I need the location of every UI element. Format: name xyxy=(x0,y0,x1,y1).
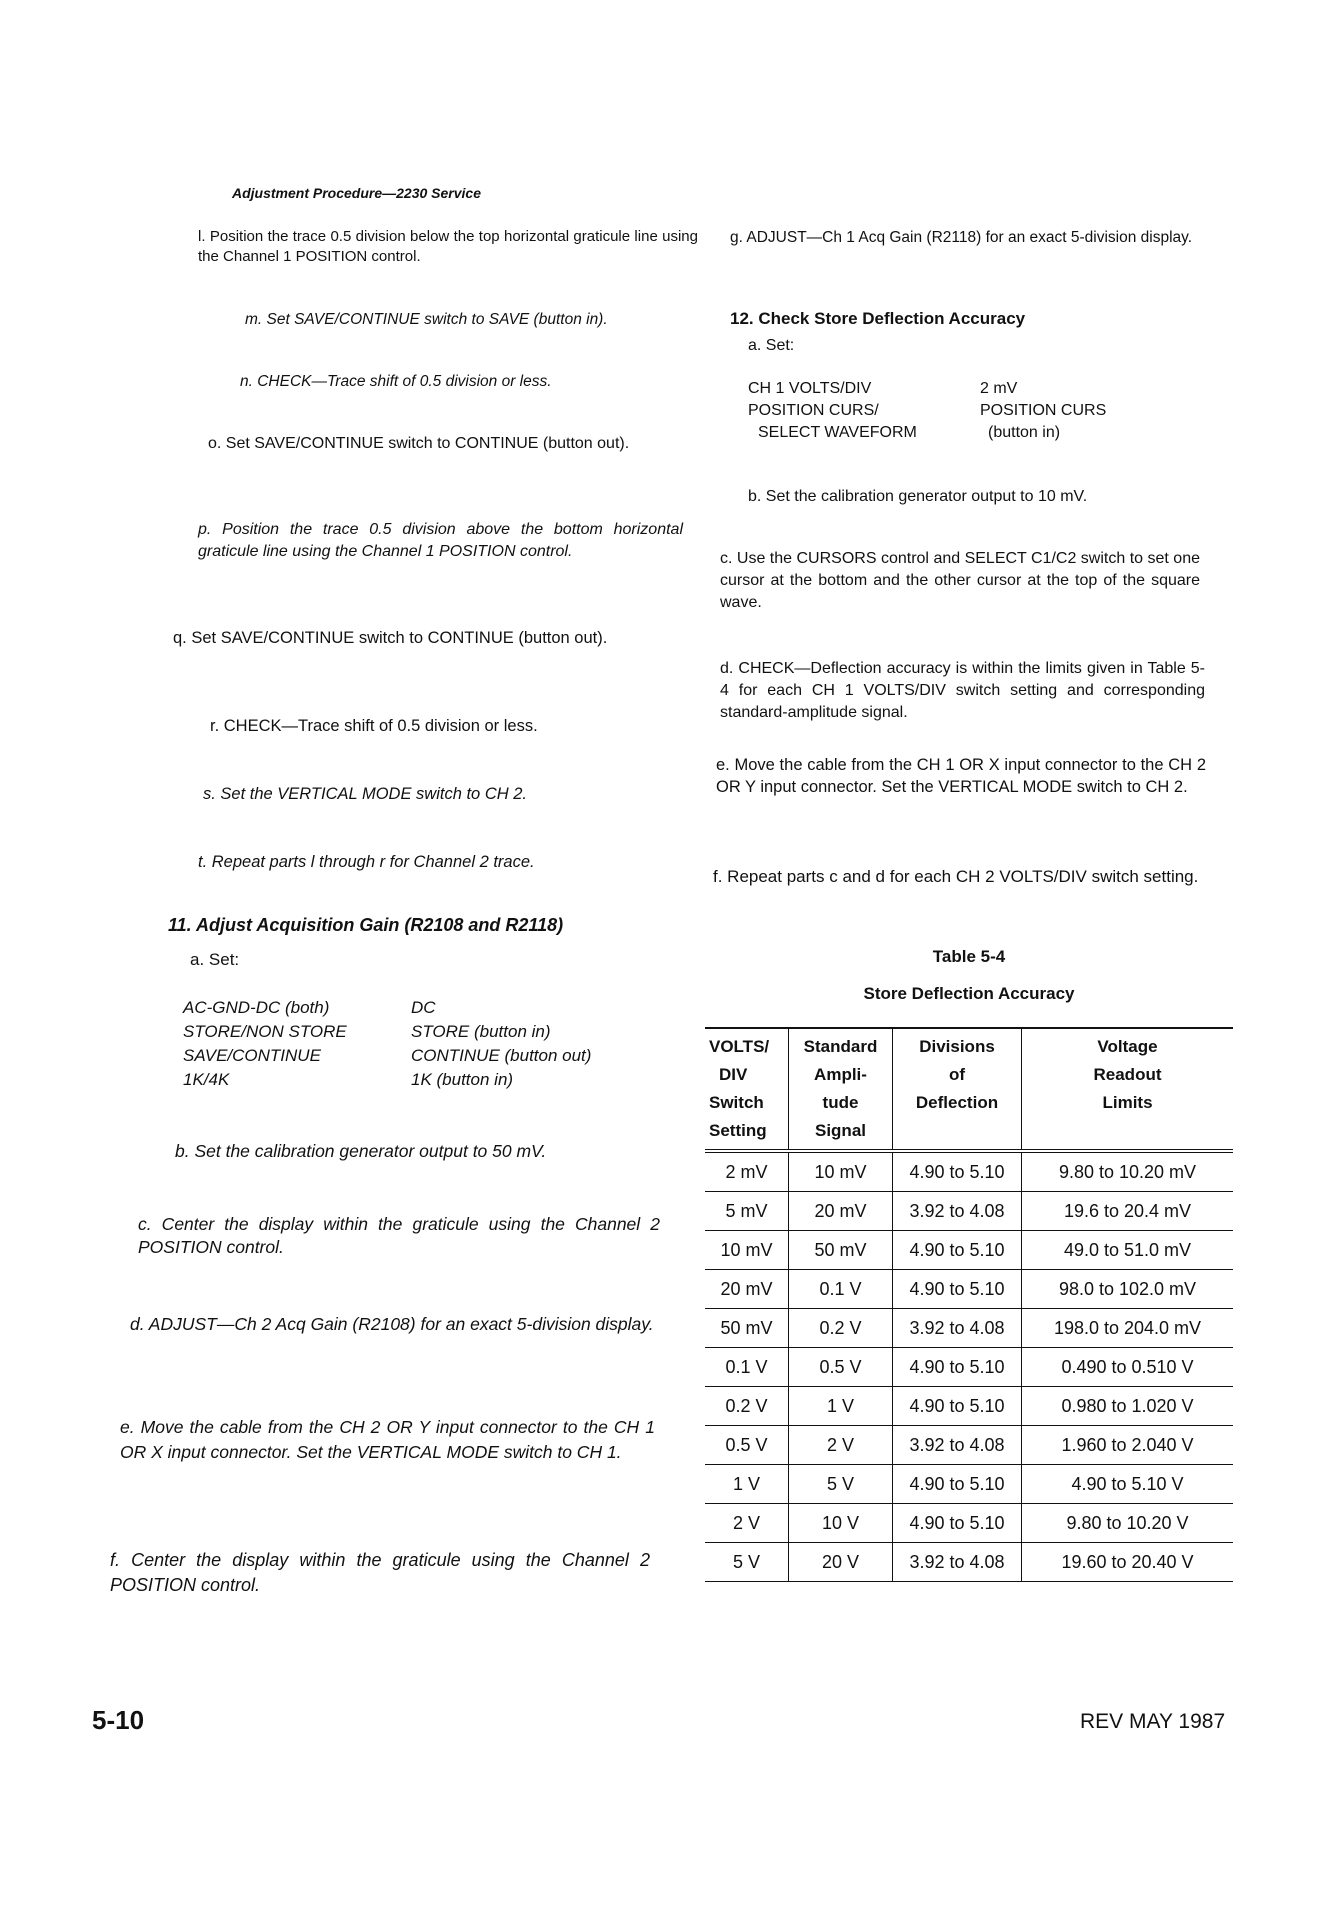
setting-value: 2 mV xyxy=(980,380,1018,397)
table-cell: 3.92 to 4.08 xyxy=(893,1543,1022,1582)
table-cell: 4.90 to 5.10 xyxy=(893,1504,1022,1543)
setting-value: STORE (button in) xyxy=(411,1022,551,1041)
table-cell: 20 mV xyxy=(789,1192,893,1231)
table-cell: 0.5 V xyxy=(705,1426,789,1465)
setting-control: POSITION CURS/ xyxy=(748,402,879,419)
section-12-step-b: b. Set the calibration generator output to 10 mV. xyxy=(748,488,1088,505)
table-cell: 19.6 to 20.4 mV xyxy=(1022,1192,1234,1231)
page-number: 5-10 xyxy=(92,1705,145,1735)
setting-value: CONTINUE (button out) xyxy=(411,1046,592,1065)
table-cell: 4.90 to 5.10 xyxy=(893,1465,1022,1504)
table-cell: 2 mV xyxy=(705,1151,789,1192)
table-cell: 5 V xyxy=(789,1465,893,1504)
setting-control: AC-GND-DC (both) xyxy=(183,998,330,1017)
section-11-step-e: e. Move the cable from the CH 2 OR Y input connector to the CH 1 OR X input connector. Set the VERTICAL MODE switch to CH 1. xyxy=(120,1417,655,1462)
step-g: g. ADJUST—Ch 1 Acq Gain (R2118) for an exact 5-division display. xyxy=(730,229,1193,246)
section-12-heading: 12. Check Store Deflection Accuracy xyxy=(730,309,1026,328)
step-r: r. CHECK—Trace shift of 0.5 division or less. xyxy=(210,717,538,735)
setting-control: SELECT WAVEFORM xyxy=(758,424,917,441)
table-row xyxy=(705,1426,1233,1465)
table-row xyxy=(705,1309,1233,1348)
page-header: Adjustment Procedure—2230 Service xyxy=(232,185,481,201)
table-cell: 10 mV xyxy=(789,1151,893,1192)
table-caption: Store Deflection Accuracy xyxy=(863,984,1075,1003)
table-cell: 0.5 V xyxy=(789,1348,893,1387)
column-header-divisions: Divisions of Deflection xyxy=(893,1028,1022,1151)
section-11-step-f: f. Center the display within the graticule using the Channel 2 POSITION control. xyxy=(110,1550,650,1595)
table-cell: 2 V xyxy=(705,1504,789,1543)
table-cell: 4.90 to 5.10 xyxy=(893,1387,1022,1426)
table-row xyxy=(705,1151,1233,1192)
table-cell: 0.1 V xyxy=(705,1348,789,1387)
table-number: Table 5-4 xyxy=(932,947,1006,966)
table-cell: 9.80 to 10.20 V xyxy=(1022,1504,1234,1543)
table-cell: 10 mV xyxy=(705,1231,789,1270)
table-row xyxy=(705,1387,1233,1426)
section-11-step-c: c. Center the display within the graticule using the Channel 2 POSITION control. xyxy=(138,1214,660,1257)
section-12-step-f: f. Repeat parts c and d for each CH 2 VOLTS/DIV switch setting. xyxy=(713,867,1199,886)
table-cell: 0.2 V xyxy=(789,1309,893,1348)
table-cell: 9.80 to 10.20 mV xyxy=(1022,1151,1234,1192)
table-cell: 3.92 to 4.08 xyxy=(893,1309,1022,1348)
table-cell: 0.490 to 0.510 V xyxy=(1022,1348,1234,1387)
table-cell: 0.1 V xyxy=(789,1270,893,1309)
table-cell: 1 V xyxy=(705,1465,789,1504)
section-12-step-e: e. Move the cable from the CH 1 OR X input connector to the CH 2 OR Y input connector. Set the VERTICAL MODE switch to CH 2. xyxy=(716,756,1206,796)
revision-date: REV MAY 1987 xyxy=(1080,1710,1226,1733)
table-row xyxy=(705,1270,1233,1309)
column-header-voltage-limits: Voltage Readout Limits xyxy=(1022,1028,1234,1151)
section-12-settings xyxy=(748,378,1168,450)
table-cell: 10 V xyxy=(789,1504,893,1543)
table-row xyxy=(705,1192,1233,1231)
step-l: l. Position the trace 0.5 division below the top horizontal graticule line using the Channel 1 POSITION control. xyxy=(198,228,698,265)
table-cell: 3.92 to 4.08 xyxy=(893,1426,1022,1465)
table-cell: 3.92 to 4.08 xyxy=(893,1192,1022,1231)
deflection-accuracy-table xyxy=(705,1027,1233,1582)
section-11-step-b: b. Set the calibration generator output to 50 mV. xyxy=(175,1141,547,1161)
section-11-set-label: a. Set: xyxy=(190,950,240,969)
setting-value: 1K (button in) xyxy=(411,1070,514,1089)
table-cell: 4.90 to 5.10 xyxy=(893,1348,1022,1387)
table-header-row xyxy=(705,1028,1233,1151)
table-cell: 19.60 to 20.40 V xyxy=(1022,1543,1234,1582)
step-n: n. CHECK—Trace shift of 0.5 division or less. xyxy=(240,373,552,390)
step-t: t. Repeat parts l through r for Channel 2 trace. xyxy=(198,853,535,871)
setting-control: STORE/NON STORE xyxy=(183,1022,347,1041)
table-cell: 50 mV xyxy=(705,1309,789,1348)
table-cell: 20 V xyxy=(789,1543,893,1582)
table-cell: 1 V xyxy=(789,1387,893,1426)
table-row xyxy=(705,1348,1233,1387)
table-row xyxy=(705,1231,1233,1270)
step-o: o. Set SAVE/CONTINUE switch to CONTINUE (button out). xyxy=(208,435,630,452)
table-cell: 0.980 to 1.020 V xyxy=(1022,1387,1234,1426)
table-row xyxy=(705,1465,1233,1504)
section-11-heading: 11. Adjust Acquisition Gain (R2108 and R2118) xyxy=(168,915,564,935)
table-cell: 4.90 to 5.10 xyxy=(893,1270,1022,1309)
column-header-standard-amplitude: Standard Ampli- tude Signal xyxy=(789,1028,893,1151)
table-cell: 5 mV xyxy=(705,1192,789,1231)
setting-control: 1K/4K xyxy=(183,1070,230,1089)
table-cell: 4.90 to 5.10 xyxy=(893,1151,1022,1192)
section-12-step-c: c. Use the CURSORS control and SELECT C1/C2 switch to set one cursor at the bottom and the other cursor at the top of the square wave. xyxy=(720,550,1200,611)
table-cell: 49.0 to 51.0 mV xyxy=(1022,1231,1234,1270)
section-11-step-d: d. ADJUST—Ch 2 Acq Gain (R2108) for an exact 5-division display. xyxy=(130,1314,654,1334)
step-p: p. Position the trace 0.5 division above the bottom horizontal graticule line using the Channel 1 POSITION control. xyxy=(198,521,683,560)
section-11-settings xyxy=(183,996,643,1096)
section-12-set-label: a. Set: xyxy=(748,337,795,354)
table-cell: 20 mV xyxy=(705,1270,789,1309)
table-cell: 50 mV xyxy=(789,1231,893,1270)
column-header-volts-div: VOLTS/ DIV Switch Setting xyxy=(705,1028,789,1151)
setting-control: CH 1 VOLTS/DIV xyxy=(748,380,872,397)
step-m: m. Set SAVE/CONTINUE switch to SAVE (button in). xyxy=(245,311,608,328)
setting-value: (button in) xyxy=(988,424,1061,441)
table-cell: 5 V xyxy=(705,1543,789,1582)
table-cell: 198.0 to 204.0 mV xyxy=(1022,1309,1234,1348)
table-cell: 98.0 to 102.0 mV xyxy=(1022,1270,1234,1309)
setting-value: DC xyxy=(411,998,436,1017)
setting-control: SAVE/CONTINUE xyxy=(183,1046,321,1065)
table-cell: 4.90 to 5.10 xyxy=(893,1231,1022,1270)
table-cell: 1.960 to 2.040 V xyxy=(1022,1426,1234,1465)
table-cell: 0.2 V xyxy=(705,1387,789,1426)
table-cell: 2 V xyxy=(789,1426,893,1465)
table-row xyxy=(705,1504,1233,1543)
section-12-step-d: d. CHECK—Deflection accuracy is within the limits given in Table 5-4 for each CH 1 VOLTS/DIV switch setting and corresponding standard-amplitude signal. xyxy=(720,660,1205,721)
step-q: q. Set SAVE/CONTINUE switch to CONTINUE (button out). xyxy=(173,629,608,647)
step-s: s. Set the VERTICAL MODE switch to CH 2. xyxy=(203,785,527,803)
table-cell: 4.90 to 5.10 V xyxy=(1022,1465,1234,1504)
table-row xyxy=(705,1543,1233,1582)
setting-value: POSITION CURS xyxy=(980,402,1107,419)
